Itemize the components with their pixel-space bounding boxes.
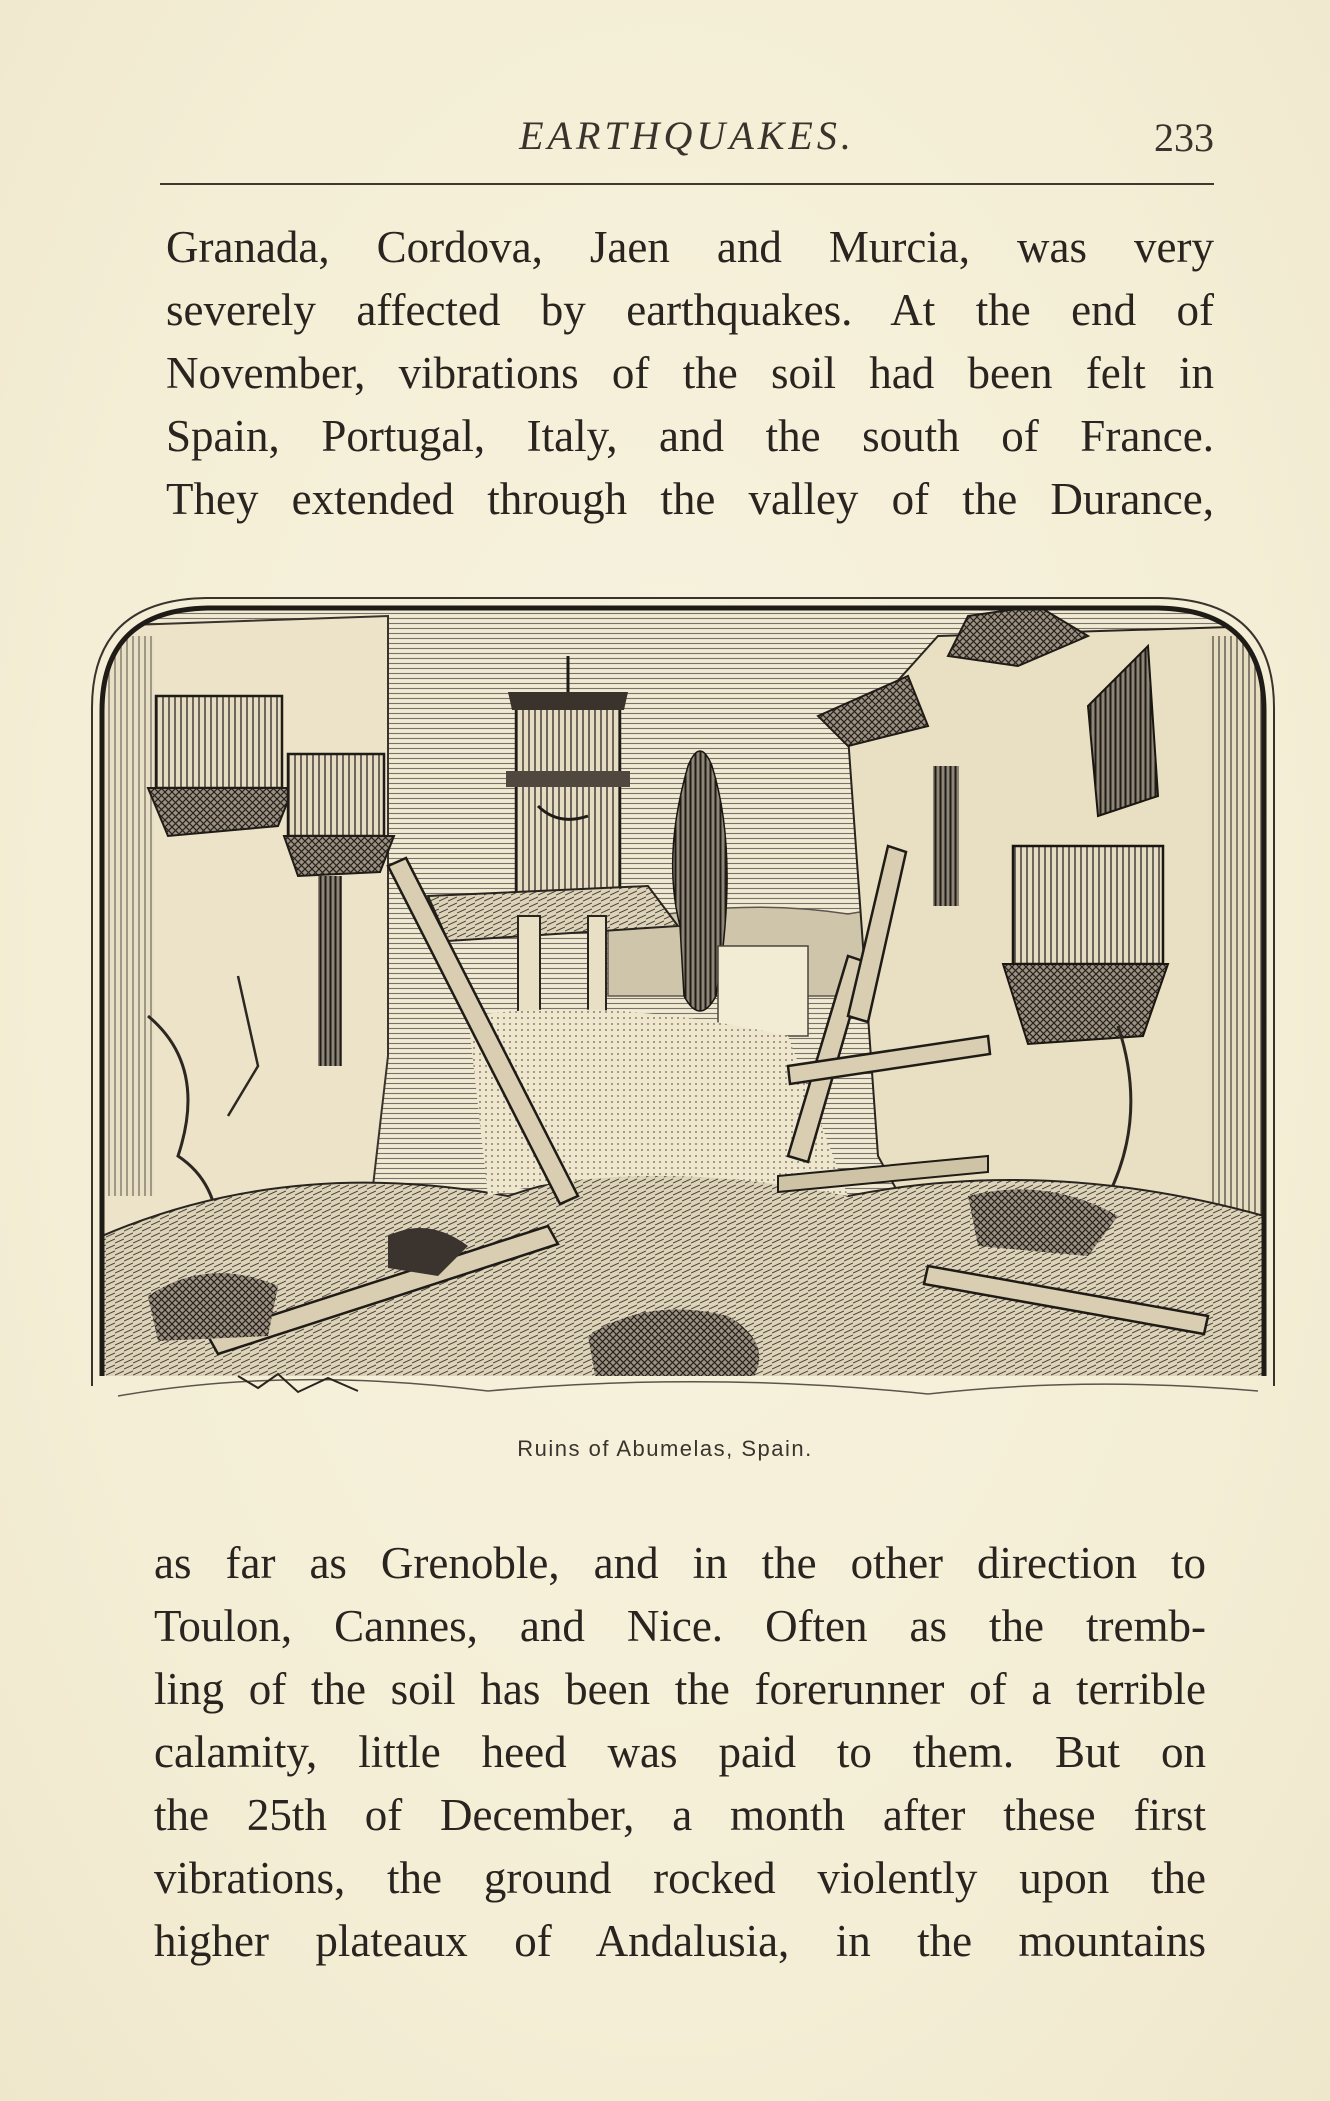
running-title: EARTHQUAKES. bbox=[519, 113, 855, 158]
engraving-svg bbox=[88, 596, 1278, 1406]
text-line: They extended through the valley of the Durance, bbox=[166, 474, 1214, 524]
text-line: as far as Grenoble, and in the other direction to bbox=[154, 1538, 1206, 1588]
text-line: severely affected by earthquakes. At the end of bbox=[166, 285, 1214, 335]
text-line: November, vibrations of the soil had been felt in bbox=[166, 348, 1214, 398]
paragraph-top bbox=[166, 216, 1214, 531]
paragraph-bottom bbox=[154, 1532, 1206, 1973]
text-line: the 25th of December, a month after these first bbox=[154, 1790, 1206, 1840]
text-line: Granada, Cordova, Jaen and Murcia, was very bbox=[166, 222, 1214, 272]
text-line: higher plateaux of Andalusia, in the mountains bbox=[154, 1916, 1206, 1966]
text-line: Toulon, Cannes, and Nice. Often as the tremb- bbox=[154, 1601, 1206, 1651]
header-rule bbox=[160, 183, 1214, 185]
running-head bbox=[160, 112, 1214, 168]
engraving-ruins-illustration bbox=[88, 596, 1278, 1406]
page-number: 233 bbox=[1154, 115, 1214, 160]
text-line: vibrations, the ground rocked violently upon the bbox=[154, 1853, 1206, 1903]
figure-caption: Ruins of Abumelas, Spain. bbox=[517, 1436, 813, 1461]
text-line: Spain, Portugal, Italy, and the south of France. bbox=[166, 411, 1214, 461]
text-line: calamity, little heed was paid to them. But on bbox=[154, 1727, 1206, 1777]
text-line: ling of the soil has been the forerunner of a terrible bbox=[154, 1664, 1206, 1714]
